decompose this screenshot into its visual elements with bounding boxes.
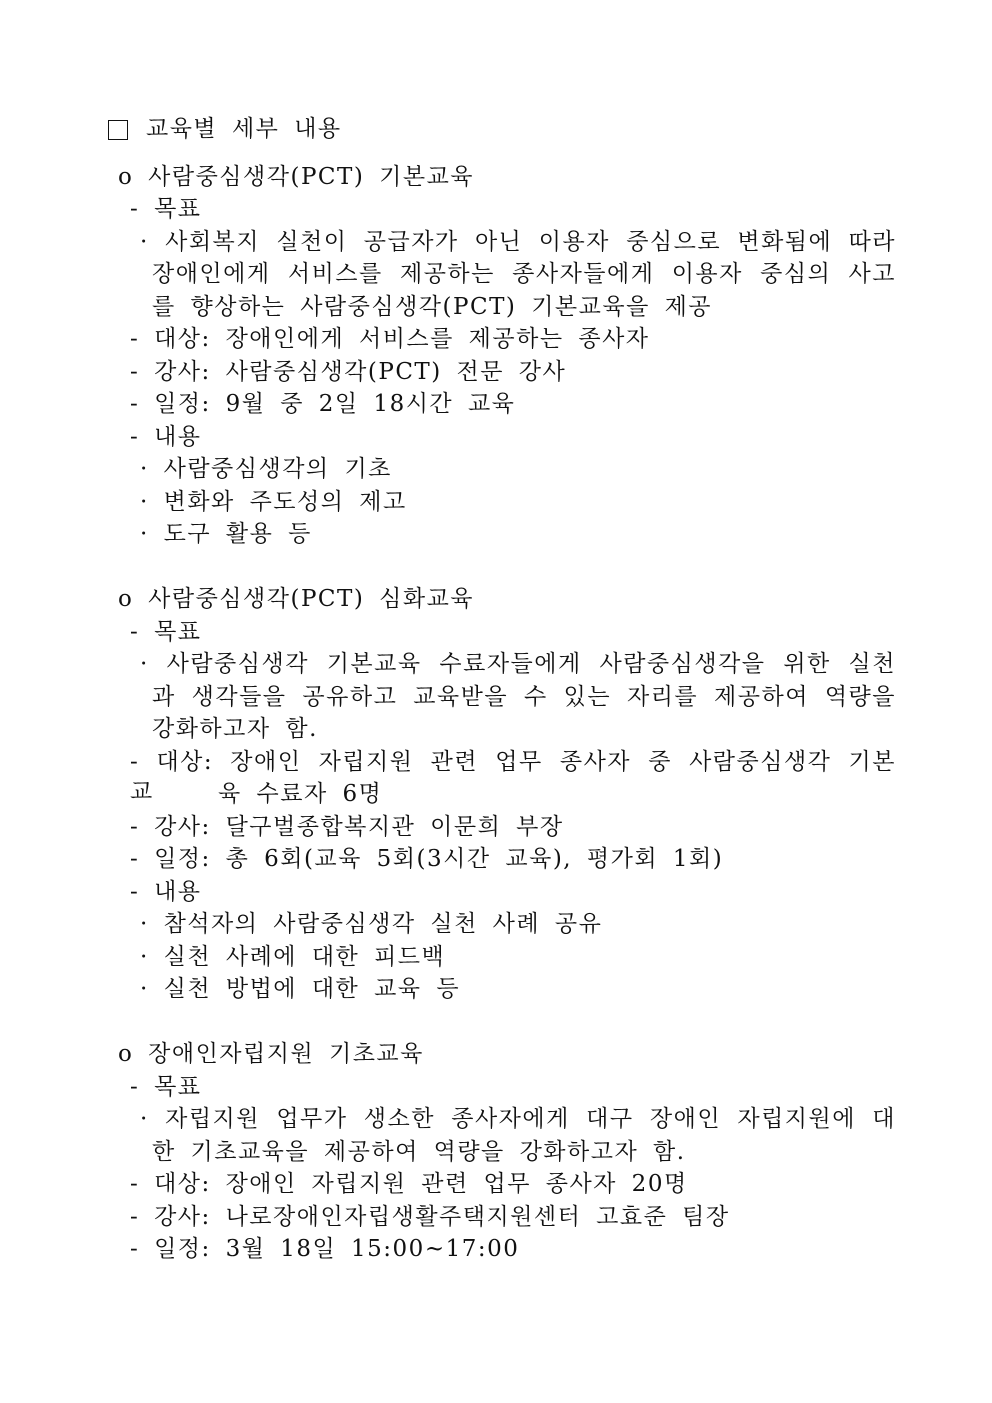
schedule-text: - 일정: 9월 중 2일 18시간 교육 <box>130 391 516 417</box>
goal-line: · 사람중심생각 기본교육 수료자들에게 사람중심생각을 위한 실천 <box>140 651 896 677</box>
content-item: · 실천 사례에 대한 피드백 <box>140 944 446 970</box>
goal-line: 장애인에게 서비스를 제공하는 종사자들에게 이용자 중심의 사고 <box>152 261 896 287</box>
content-item: · 변화와 주도성의 제고 <box>140 489 407 515</box>
content-label: - 내용 <box>130 879 202 905</box>
content-item: · 실천 방법에 대한 교육 등 <box>140 976 461 1002</box>
goal-line: 과 생각들을 공유하고 교육받을 수 있는 자리를 제공하여 역량을 <box>152 684 896 710</box>
instructor-text: - 강사: 달구벌종합복지관 이문희 부장 <box>130 814 564 840</box>
content-item: · 사람중심생각의 기초 <box>140 456 392 482</box>
checkbox-icon <box>108 120 128 140</box>
content-label: - 내용 <box>130 424 202 450</box>
schedule-text: - 일정: 3월 18일 15:00~17:00 <box>130 1236 520 1262</box>
section-title: o 사람중심생각(PCT) 심화교육 <box>118 586 475 612</box>
page-heading: 교육별 세부 내용 <box>146 116 342 142</box>
target-text: - 대상: 장애인에게 서비스를 제공하는 종사자 <box>130 326 650 352</box>
content-item: · 도구 활용 등 <box>140 521 312 547</box>
goal-line: 를 향상하는 사람중심생각(PCT) 기본교육을 제공 <box>152 294 713 320</box>
goal-line: · 자립지원 업무가 생소한 종사자에게 대구 장애인 자립지원에 대 <box>140 1106 896 1132</box>
section-title: o 사람중심생각(PCT) 기본교육 <box>118 164 475 190</box>
goal-label: - 목표 <box>130 619 202 645</box>
instructor-text: - 강사: 나로장애인자립생활주택지원센터 고효준 팀장 <box>130 1204 730 1230</box>
schedule-text: - 일정: 총 6회(교육 5회(3시간 교육), 평가회 1회) <box>130 846 724 872</box>
goal-line: · 사회복지 실천이 공급자가 아닌 이용자 중심으로 변화됨에 따라 <box>140 229 896 255</box>
goal-label: - 목표 <box>130 1074 202 1100</box>
target-text: - 대상: 장애인 자립지원 관련 업무 종사자 중 사람중심생각 기본교 <box>130 749 896 805</box>
instructor-text: - 강사: 사람중심생각(PCT) 전문 강사 <box>130 359 567 385</box>
section-title: o 장애인자립지원 기초교육 <box>118 1041 424 1067</box>
target-text: 육 수료자 6명 <box>218 781 383 807</box>
target-text: - 대상: 장애인 자립지원 관련 업무 종사자 20명 <box>130 1171 688 1197</box>
goal-label: - 목표 <box>130 196 202 222</box>
goal-line: 강화하고자 함. <box>152 716 318 742</box>
content-item: · 참석자의 사람중심생각 실천 사례 공유 <box>140 911 603 937</box>
goal-line: 한 기초교육을 제공하여 역량을 강화하고자 함. <box>152 1139 686 1165</box>
